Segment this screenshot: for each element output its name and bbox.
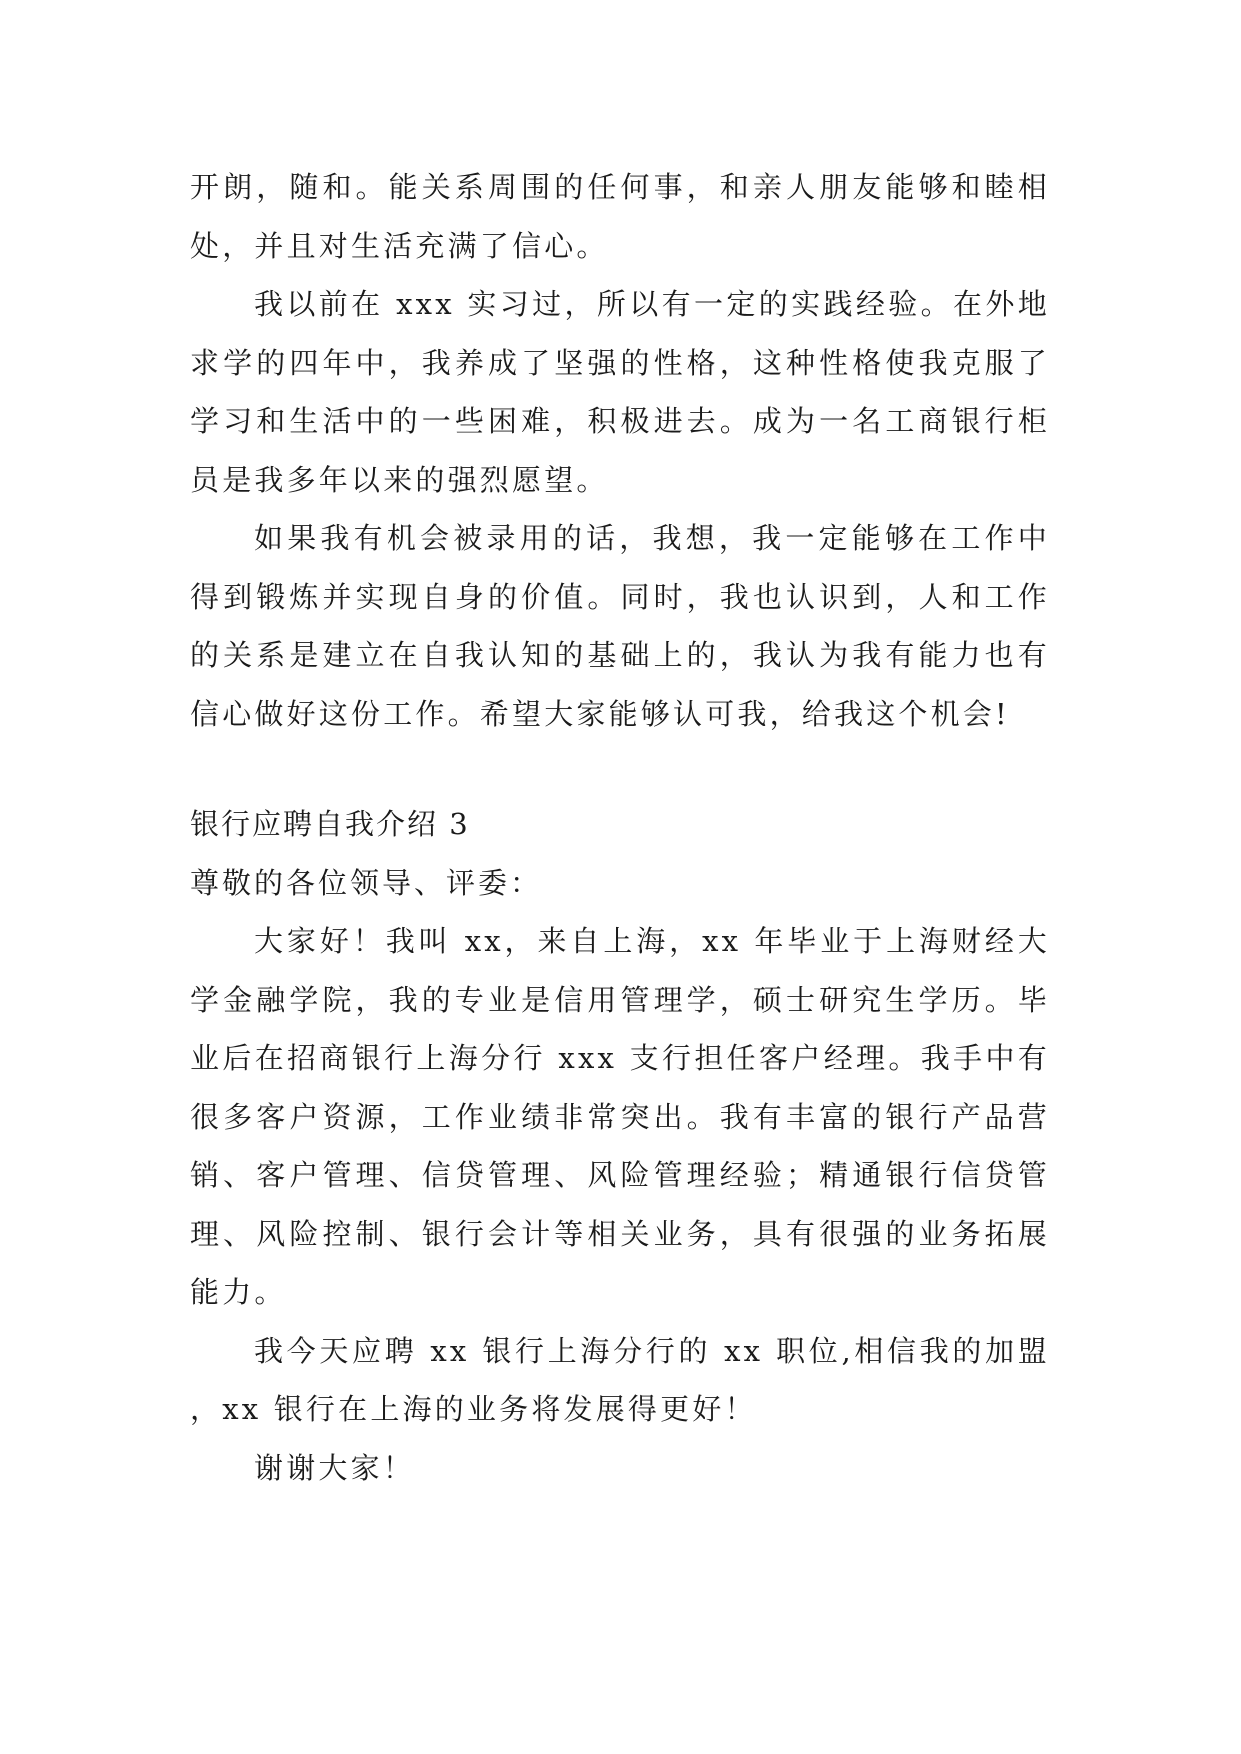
salutation: 尊敬的各位领导、评委： — [190, 865, 543, 900]
paragraph-internship: 我以前在 xxx 实习过，所以有一定的实践经验。在外地求学的四年中，我养成了坚强的性格，这种性格使我克服了学习和生活中的一些困难，积极进去。成为一名工商银行柜员是我多年以来的强烈愿望。 — [190, 287, 1050, 497]
paragraph-continuation: 开朗，随和。能关系周围的任何事，和亲人朋友能够和睦相处，并且对生活充满了信心。 — [190, 170, 1050, 263]
paragraph-hiring-hope: 如果我有机会被录用的话，我想，我一定能够在工作中得到锻炼并实现自身的价值。同时，我也认识到，人和工作的关系是建立在自我认知的基础上的，我认为我有能力也有信心做好这份工作。希望大家能够认可我，给我这个机会! — [190, 521, 1050, 731]
document-body — [190, 158, 1050, 1497]
section-title: 银行应聘自我介绍 3 — [190, 807, 470, 841]
paragraph-application: 我今天应聘 xx 银行上海分行的 xx 职位,相信我的加盟，xx 银行在上海的业务将发展得更好！ — [190, 1333, 1050, 1426]
paragraph-thanks: 谢谢大家！ — [254, 1450, 416, 1485]
paragraph-introduction: 大家好！我叫 xx，来自上海，xx 年毕业于上海财经大学金融学院，我的专业是信用管理学，硕士研究生学历。毕业后在招商银行上海分行 xxx 支行担任客户经理。我手中有很多客户资源，工作业绩非常突出。我有丰富的银行产品营销、客户管理、信贷管理、风险管理经验；精通银行信贷管理、风险控制、银行会计等相关业务，具有很强的业务拓展能力。 — [190, 924, 1050, 1309]
